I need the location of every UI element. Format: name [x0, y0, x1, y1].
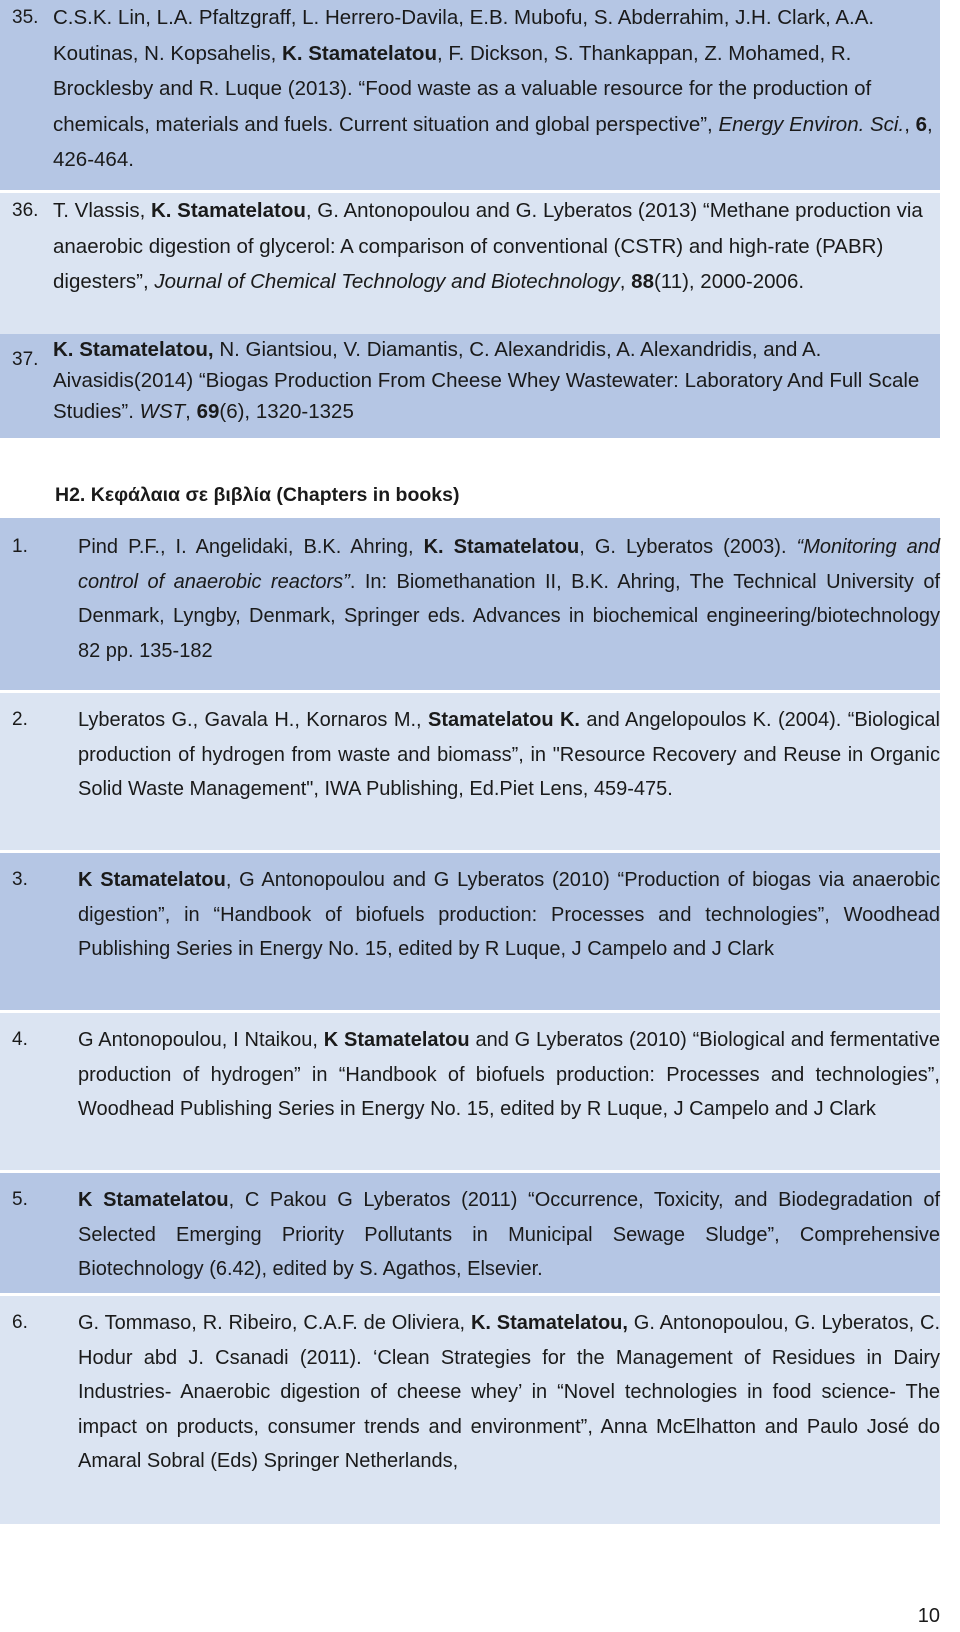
reference-number: 37.: [12, 349, 39, 370]
reference-number: 6.: [12, 1312, 28, 1333]
reference-text: Pind P.F., I. Angelidaki, B.K. Ahring, K. Stamatelatou, G. Lyberatos (2003). “Monitoring and control of anaerobic reactors”. In: Biomethanation II, B.K. Ahring, The Technical University of Denmark, Lyngby, Denmark, Springer eds. Advances in biochemical engineering/biotechnology 82 pp. 135-182: [78, 536, 940, 662]
reference-36: [0, 193, 940, 334]
chapter-3: [0, 853, 940, 1010]
page-number: 10: [917, 1605, 940, 1627]
reference-number: 36.: [12, 200, 39, 221]
chapter-2: [0, 693, 940, 850]
reference-text: G. Tommaso, R. Ribeiro, C.A.F. de Oliviera, K. Stamatelatou, G. Antonopoulou, G. Lyberatos, C. Hodur abd J. Csanadi (2011). ‘Clean Strategies for the Management of Residues in Dairy Industries- Anaerobic digestion of cheese whey’ in “Novel technologies in food science- The impact on products, consumer trends and environment”, Anna McElhatton and Paulo José do Amaral Sobral (Eds) Springer Netherlands,: [78, 1312, 941, 1472]
chapter-5: [0, 1173, 940, 1293]
chapter-1: [0, 518, 940, 690]
reference-number: 4.: [12, 1029, 28, 1050]
reference-text: K. Stamatelatou, N. Giantsiou, V. Diamantis, C. Alexandridis, A. Alexandridis, and A. Aivasidis(2014) “Biogas Production From Cheese Whey Wastewater: Laboratory And Full Scale Studies”. WST, 69(6), 1320-1325: [53, 338, 920, 423]
reference-number: 1.: [12, 536, 28, 557]
reference-text: T. Vlassis, K. Stamatelatou, G. Antonopoulou and G. Lyberatos (2013) “Methane production via anaerobic digestion of glycerol: A comparison of conventional (CSTR) and high-rate (PABR) digesters”, Journal of Chemical Technology and Biotechnology, 88(11), 2000-2006.: [53, 199, 923, 293]
reference-37: [0, 334, 940, 438]
reference-text: Lyberatos G., Gavala H., Kornaros M., Stamatelatou K. and Angelopoulos K. (2004). “Biological production of hydrogen from waste and biomass”, in "Resource Recovery and Reuse in Organic Solid Waste Management", IWA Publishing, Ed.Piet Lens, 459-475.: [78, 709, 940, 800]
chapter-4: [0, 1013, 940, 1170]
references-block-b: [0, 518, 940, 1524]
section-heading: H2. Κεφάλαια σε βιβλία (Chapters in books): [55, 484, 460, 506]
reference-number: 2.: [12, 709, 28, 730]
reference-text: K Stamatelatou, G Antonopoulou and G Lyberatos (2010) “Production of biogas via anaerobic digestion”, in “Handbook of biofuels production: Processes and technologies”, Woodhead Publishing Series in Energy No. 15, edited by R Luque, J Campelo and J Clark: [78, 869, 940, 960]
reference-text: K Stamatelatou, C Pakou G Lyberatos (2011) “Occurrence, Toxicity, and Biodegradation of Selected Emerging Priority Pollutants in Municipal Sewage Sludge”, Comprehensive Biotechnology (6.42), edited by S. Agathos, Elsevier.: [78, 1189, 940, 1280]
reference-text: C.S.K. Lin, L.A. Pfaltzgraff, L. Herrero-Davila, E.B. Mubofu, S. Abderrahim, J.H. Clark, A.A. Koutinas, N. Kopsahelis, K. Stamatelatou, F. Dickson, S. Thankappan, Z. Mohamed, R. Brocklesby and R. Luque (2013). “Food waste as a valuable resource for the production of chemicals, materials and fuels. Current situation and global perspective”, Energy Environ. Sci., 6, 426-464.: [53, 6, 933, 171]
reference-number: 5.: [12, 1189, 28, 1210]
references-block-a: [0, 0, 940, 438]
reference-number: 3.: [12, 869, 28, 890]
reference-35: [0, 0, 940, 190]
chapter-6: [0, 1296, 940, 1524]
reference-number: 35.: [12, 7, 39, 28]
reference-text: G Antonopoulou, I Ntaikou, K Stamatelatou and G Lyberatos (2010) “Biological and fermentative production of hydrogen” in “Handbook of biofuels production: Processes and technologies”, Woodhead Publishing Series in Energy No. 15, edited by R Luque, J Campelo and J Clark: [78, 1029, 940, 1120]
